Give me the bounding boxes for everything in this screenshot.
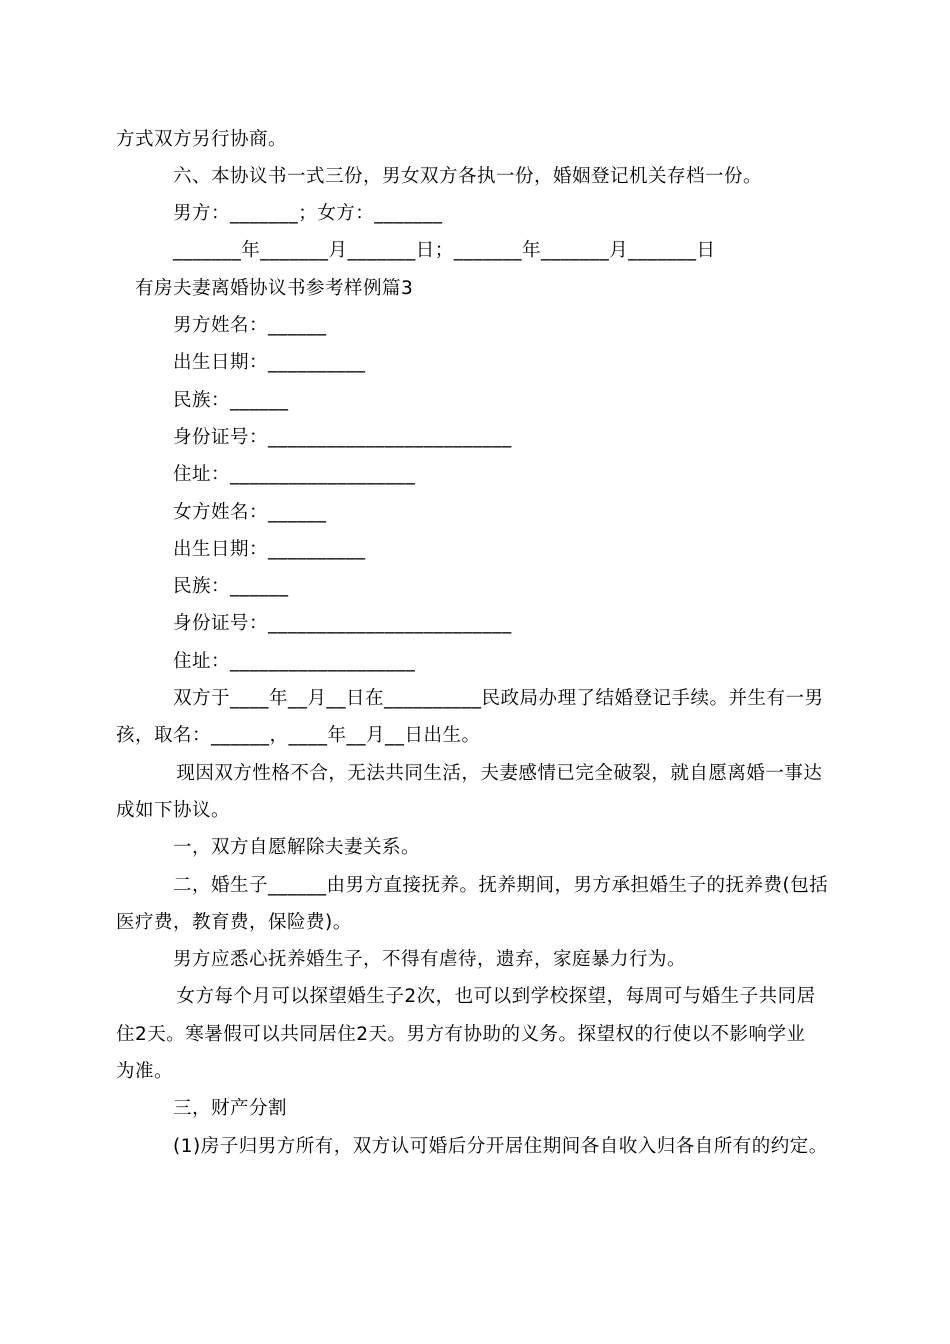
form-field-line: 出生日期：__________ [173, 352, 366, 373]
form-field-line: 男方姓名：______ [173, 315, 327, 336]
signature-line: 男方：_______；女方：_______ [173, 203, 443, 224]
form-field-line: 身份证号：_________________________ [173, 613, 512, 634]
paragraph-line: 男方应悉心抚养婚生子，不得有虐待，遗弃，家庭暴力行为。 [173, 949, 687, 970]
date-line: _______年_______月_______日；_______年_______月_______日 [173, 240, 716, 261]
paragraph-line: 孩，取名：______，____年__月__日出生。 [116, 725, 481, 746]
clause-line: 一，双方自愿解除夫妻关系。 [173, 837, 421, 858]
paragraph-line: 现因双方性格不合，无法共同生活，夫妻感情已完全破裂，就自愿离婚一事达 [170, 763, 823, 784]
paragraph-line: 住2天。寒暑假可以共同居住2天。男方有协助的义务。探望权的行使以不影响学业 [116, 1024, 806, 1045]
paragraph-line: 六、本协议书一式三份，男女双方各执一份，婚姻登记机关存档一份。 [173, 166, 763, 187]
section-title: 有房夫妻离婚协议书参考样例篇3 [135, 278, 414, 299]
paragraph-line: 成如下协议。 [116, 800, 231, 821]
form-field-line: 民族：______ [173, 576, 289, 597]
form-field-line: 身份证号：_________________________ [173, 427, 512, 448]
form-field-line: 民族：______ [173, 390, 289, 411]
paragraph-line: 双方于____年__月__日在__________民政局办理了结婚登记手续。并生有一男 [173, 688, 824, 709]
paragraph-line: 为准。 [116, 1061, 174, 1082]
paragraph-line: 女方每个月可以探望婚生子2次，也可以到学校探望，每周可与婚生子共同居 [170, 986, 816, 1007]
form-field-line: 住址：___________________ [173, 464, 416, 485]
form-field-line: 住址：___________________ [173, 651, 416, 672]
paragraph-line: 医疗费，教育费，保险费)。 [116, 912, 352, 933]
clause-line: 二，婚生子______由男方直接抚养。抚养期间，男方承担婚生子的抚养费(包括 [173, 875, 829, 896]
form-field-line: 出生日期：__________ [173, 539, 366, 560]
form-field-line: 女方姓名：______ [173, 502, 327, 523]
paragraph-line: 方式双方另行协商。 [116, 129, 288, 150]
clause-line: 三，财产分割 [173, 1098, 288, 1119]
clause-line: (1)房子归男方所有，双方认可婚后分开居住期间各自收入归各自所有的约定。 [173, 1136, 828, 1157]
